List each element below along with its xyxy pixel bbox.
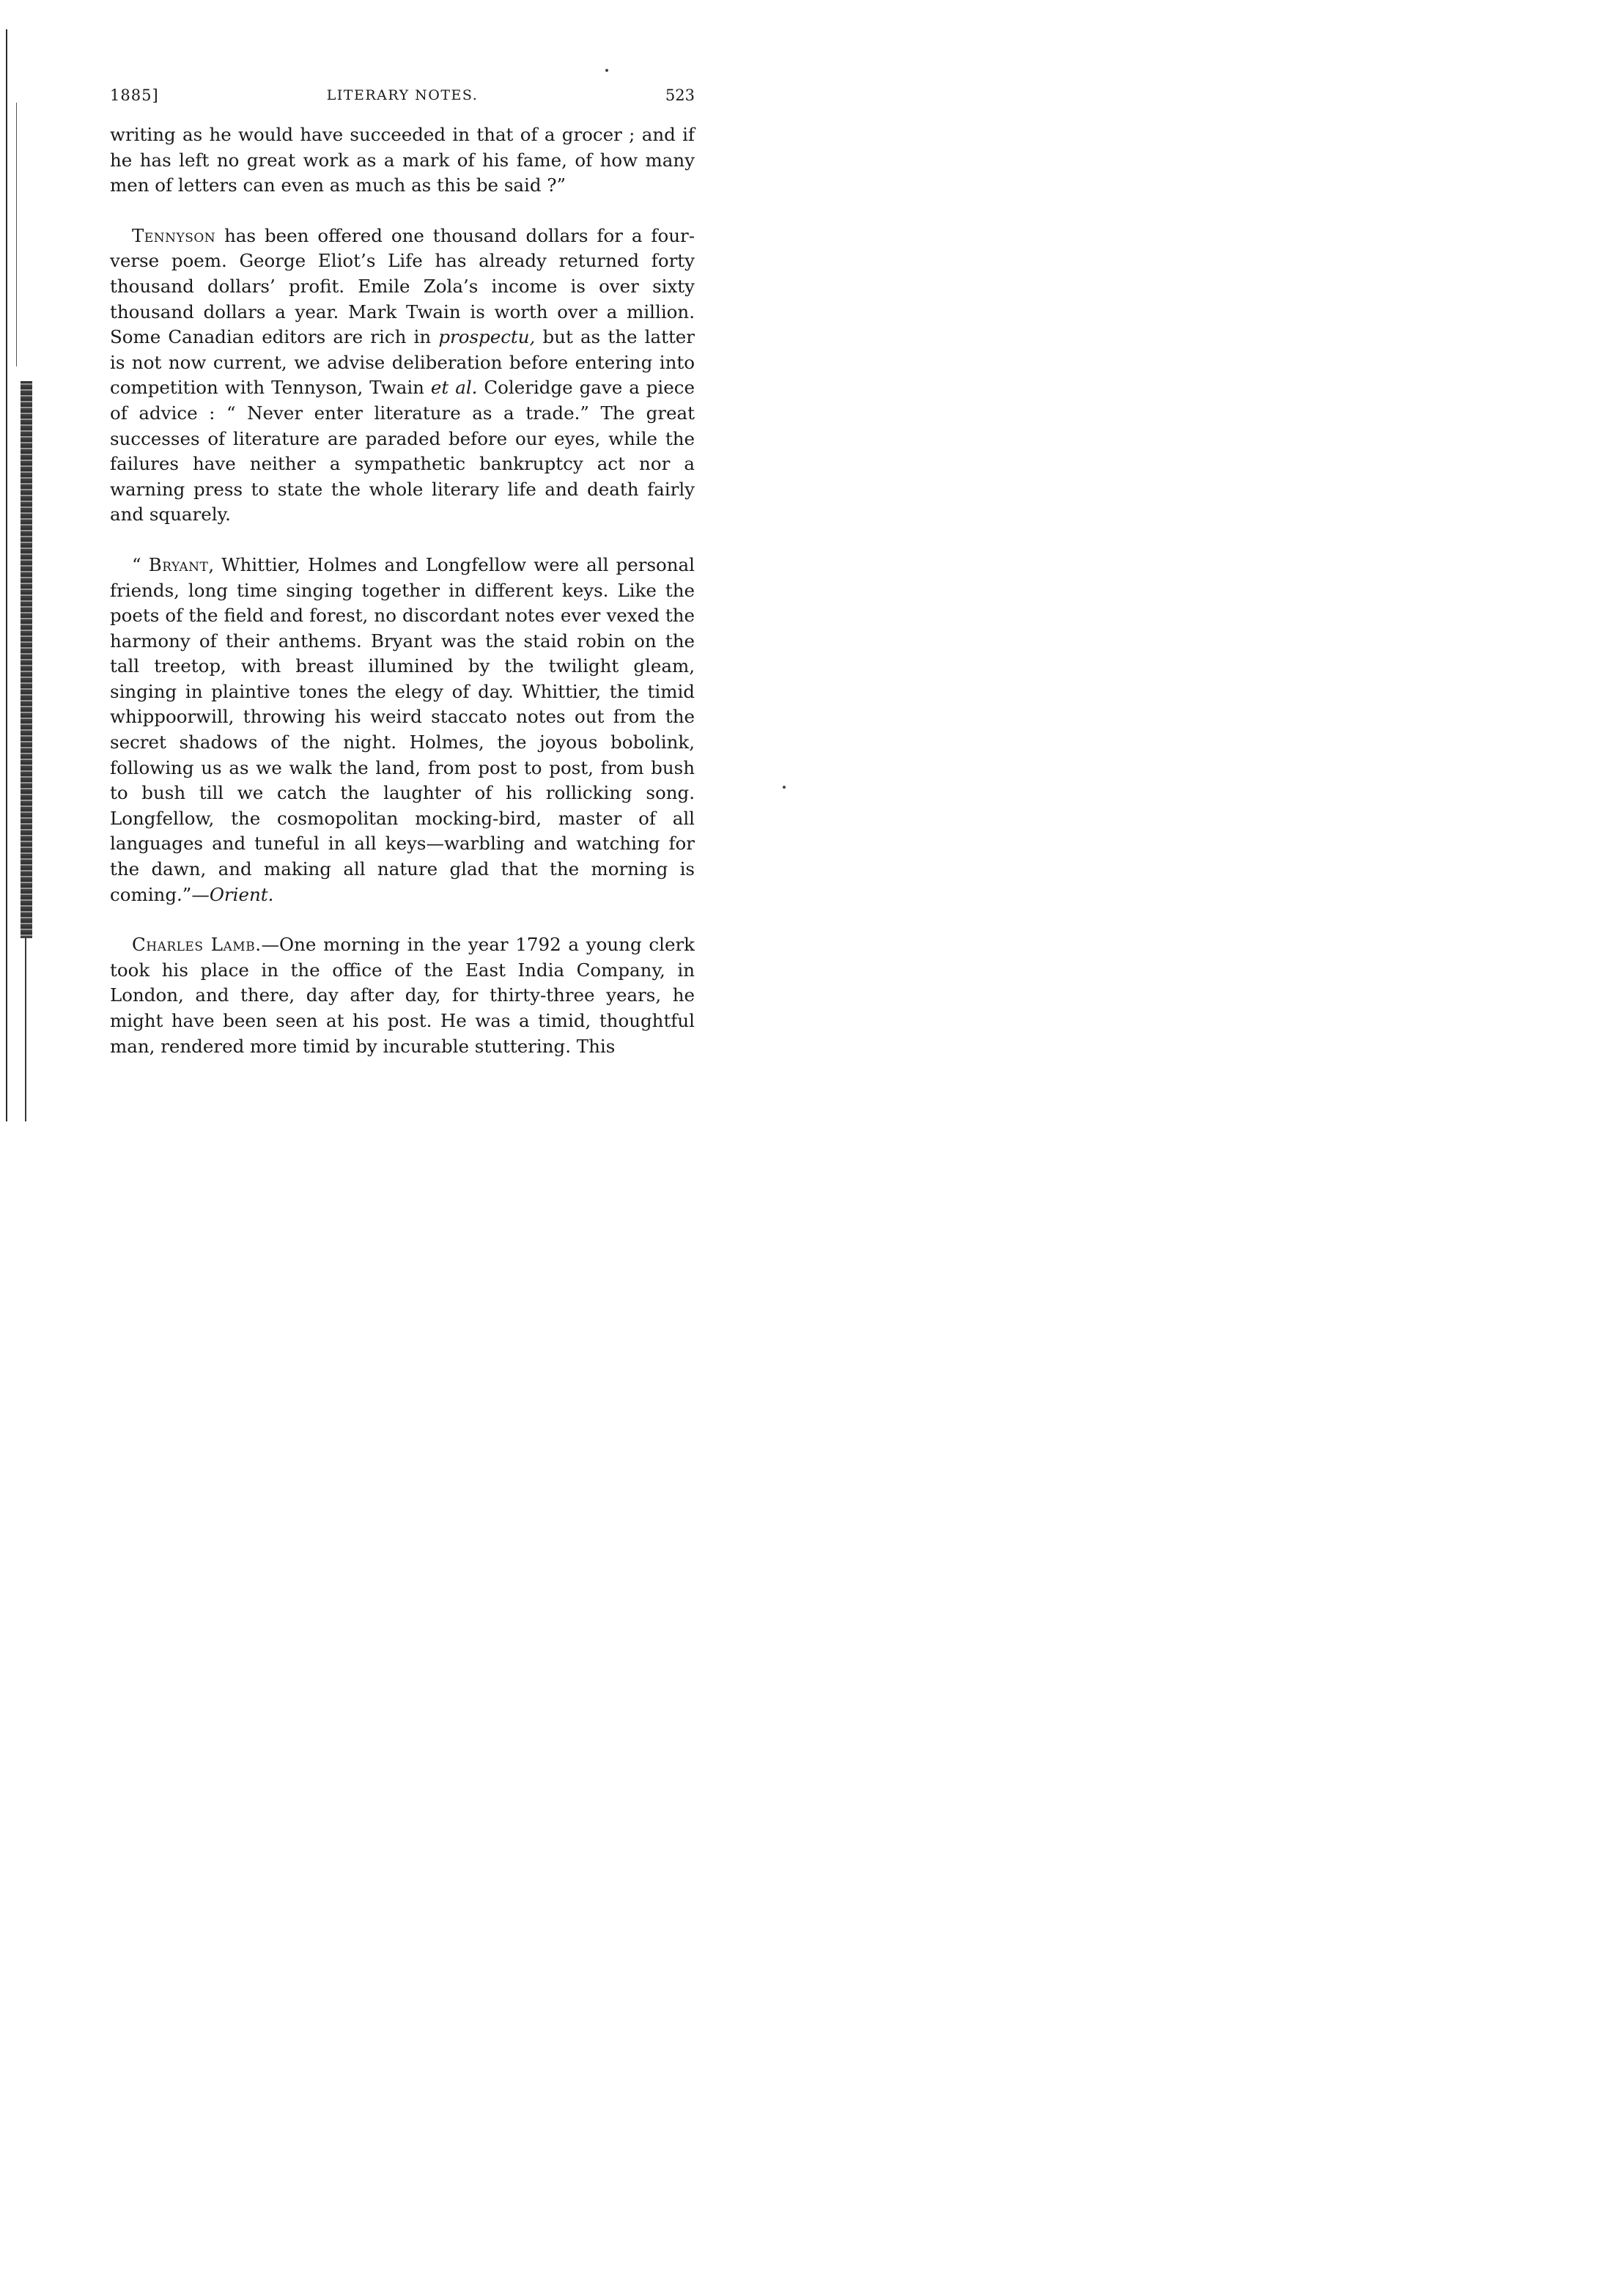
paragraph-text: Coleridge gave a piece of advice : “ Never enter literature as a trade.” The great successes of literature are paraded before our eyes, while the failures have neither a sympathetic bankruptcy act nor a warning press to state the whole literary life and death fairly and squarely. <box>110 377 695 526</box>
paragraph-lead: Tennyson <box>132 224 216 246</box>
paragraph-text: has been offered one thousand dollars for a four-verse poem. George Eliot’s Life has already returned forty thousand dollars’ profit. Emile Zola’s income is over sixty thousand dollars a year. Mark Twain is worth over a million. Some Canadian editors are rich in <box>110 224 695 348</box>
page-body <box>110 122 695 1084</box>
italic-term: et al. <box>430 377 478 399</box>
italic-term: prospectu, <box>438 326 536 348</box>
paragraph-charles-lamb <box>110 932 695 1059</box>
running-head-title: LITERARY NOTES. <box>326 87 479 103</box>
source-citation: Orient. <box>209 883 274 905</box>
paragraph-text: writing as he would have succeeded in that of a grocer ; and if he has left no great work as a mark of his fame, of how many men of letters can even as much as this be said ?” <box>110 124 695 196</box>
page-number: 523 <box>665 86 695 104</box>
print-speck <box>605 69 608 72</box>
paragraph-text: —One morning in the year 1792 a young clerk took his place in the office of the East India Company, in London, and there, day after day, for thirty-three years, he might have been seen at his post. He was a timid, thoughtful man, rendered more timid by incurable stuttering. This <box>110 934 695 1057</box>
paragraph-lead: Bryant <box>148 553 209 575</box>
paragraph-text: , Whittier, Holmes and Longfellow were all personal friends, long time singing together in different keys. Like the poets of the field and forest, no discordant notes ever vexed the harmony of their anthems. Bryant was the staid robin on the tall treetop, with breast illumined by the twilight gleam, singing in plaintive tones the elegy of day. Whittier, the timid whippoorwill, throwing his weird staccato notes out from the secret shadows of the night. Holmes, the joyous bobolink, following us as we walk the land, from post to post, from bush to bush till we catch the laughter of his rollicking song. Longfellow, the cosmopolitan mocking-bird, master of all languages and tuneful in all keys—warbling and watching for the dawn, and making all nature glad that the morning is coming.”— <box>110 553 695 905</box>
print-speck <box>783 786 786 789</box>
paragraph-continuation <box>110 122 695 199</box>
paragraph-tennyson <box>110 224 695 528</box>
running-head <box>110 82 695 108</box>
paragraph-lead: Charles Lamb. <box>132 934 262 956</box>
binding-shadow <box>21 381 32 938</box>
binding-line <box>6 29 7 1121</box>
binding-line <box>25 938 26 1121</box>
binding-line <box>16 103 17 366</box>
paragraph-bryant <box>110 553 695 907</box>
open-quote: “ <box>132 553 149 575</box>
binding-edge <box>0 0 44 1149</box>
running-head-year: 1885] <box>110 86 159 104</box>
paragraph-text: but as the latter is not now current, we advise deliberation before entering into competition with Tennyson, Twain <box>110 326 695 399</box>
